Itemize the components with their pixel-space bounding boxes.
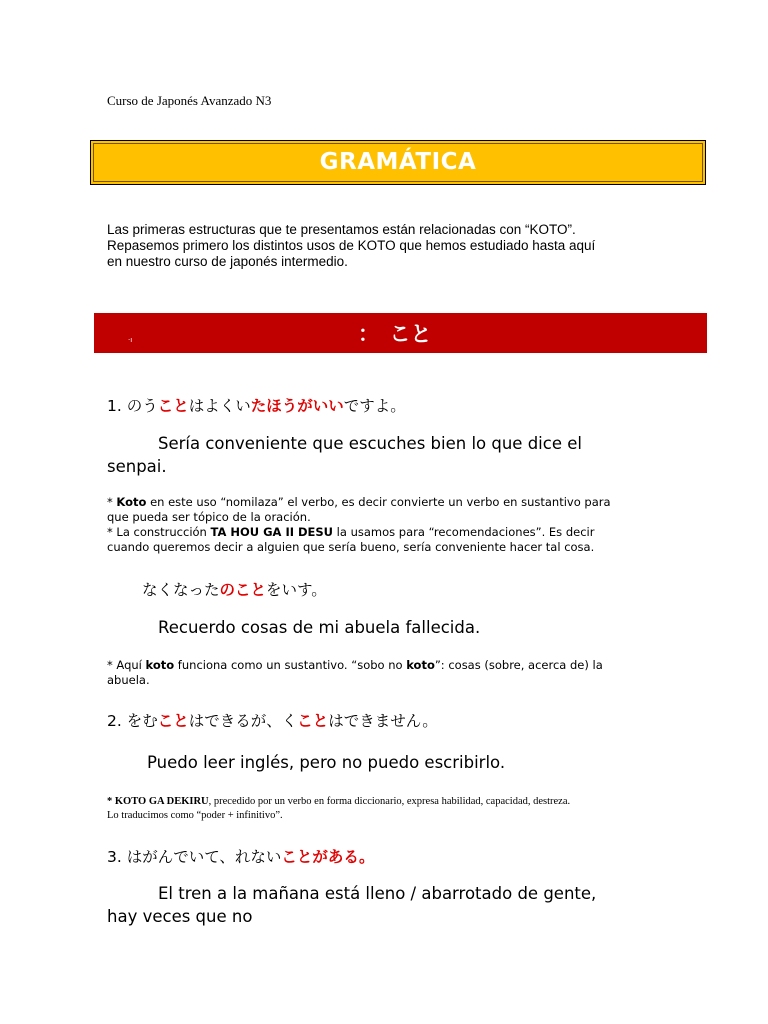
translation-line: hay veces que no [107, 907, 253, 926]
example-3-japanese [107, 845, 374, 867]
section-bar-mark: ·ı [128, 336, 133, 344]
note-text: * [107, 495, 117, 509]
section-bar-label: ： こと [358, 322, 432, 346]
example-2-note [107, 795, 687, 823]
note-bold: TA HOU GA II DESU [210, 525, 334, 539]
intro-line-3: en nuestro curso de japonés intermedio. [107, 254, 348, 269]
example-1-notes [107, 495, 677, 555]
example-2-japanese [107, 709, 438, 731]
note-line [107, 658, 677, 673]
note-text: , precedido por un verbo en forma diccionario, expresa habilidad, capacidad, destreza. [208, 796, 571, 807]
note-text: ”: cosas (sobre, acerca de) la [434, 658, 603, 672]
jp-text: はがんでいて、れない [126, 848, 282, 866]
note-line: cuando queremos decir a alguien que sería bueno, sería conveniente hacer tal cosa. [107, 540, 595, 554]
example-1b-note [107, 658, 677, 688]
example-1-translation [107, 432, 667, 478]
note-bold: * KOTO GA DEKIRU [107, 796, 209, 807]
example-number: 3. [107, 848, 127, 866]
example-1-japanese [107, 394, 406, 416]
example-2-translation: Puedo leer inglés, pero no puedo escribirlo. [147, 753, 506, 772]
example-1b-translation: Recuerdo cosas de mi abuela fallecida. [158, 618, 481, 637]
grammar-banner [90, 140, 706, 185]
note-line [107, 495, 677, 510]
jp-text: はできるが、く [188, 712, 298, 730]
jp-text: をいす。 [266, 581, 327, 599]
note-line [107, 795, 687, 809]
koto-section-bar [94, 313, 707, 353]
note-bold: koto [145, 658, 175, 672]
note-bold: koto [406, 658, 435, 672]
jp-text: はよくい [188, 397, 251, 415]
grammar-title: GRAMÁTICA [319, 149, 477, 175]
note-text: funciona como un sustantivo. “sobo no [174, 658, 407, 672]
note-text: * La construcción [107, 525, 211, 539]
note-line: abuela. [107, 673, 150, 687]
jp-text: ですよ。 [343, 397, 406, 415]
jp-highlight: こと [157, 712, 189, 730]
jp-highlight: こと [157, 397, 189, 415]
jp-text: はできません。 [328, 712, 438, 730]
jp-highlight: のこと [219, 581, 267, 599]
intro-line-2: Repasemos primero los distintos usos de KOTO que hemos estudiado hasta aquí [107, 238, 596, 253]
jp-highlight: こと [297, 712, 329, 730]
translation-line: El tren a la mañana está lleno / abarrotado de gente, [158, 884, 597, 903]
intro-paragraph [107, 222, 667, 270]
example-number: 1. [107, 397, 127, 415]
intro-line-1: Las primeras estructuras que te presentamos están relacionadas con “KOTO”. [107, 222, 576, 237]
jp-highlight: たほうがいい [250, 397, 344, 415]
jp-text: なくなった [142, 581, 220, 599]
note-bold: Koto [116, 495, 147, 509]
note-text: en este uso “nomilaza” el verbo, es decir convierte un verbo en sustantivo para [146, 495, 611, 509]
translation-line: senpai. [107, 457, 167, 476]
example-1b-japanese [142, 578, 327, 600]
note-text: la usamos para “recomendaciones”. Es decir [333, 525, 595, 539]
translation-line: Sería conveniente que escuches bien lo que dice el [158, 434, 582, 453]
jp-highlight: 。 [358, 848, 375, 866]
example-3-translation [107, 882, 677, 928]
note-text: * Aquí [107, 658, 146, 672]
note-line: que pueda ser tópico de la oración. [107, 510, 311, 524]
note-line [107, 525, 677, 540]
jp-highlight: ことがある [281, 848, 359, 866]
example-number: 2. [107, 712, 127, 730]
course-header: Curso de Japonés Avanzado N3 [107, 93, 272, 108]
jp-text: のう [126, 397, 158, 415]
note-line: Lo traducimos como “poder + infinitivo”. [107, 810, 283, 821]
jp-text: をむ [126, 712, 158, 730]
